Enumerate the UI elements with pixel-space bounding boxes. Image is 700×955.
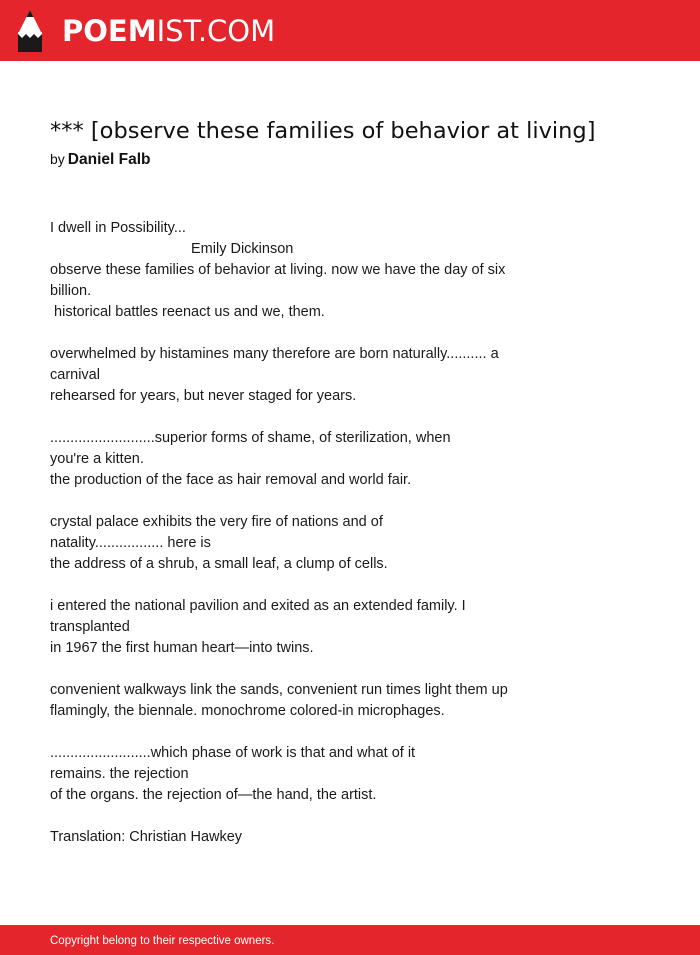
poem-line: flamingly, the biennale. monochrome colored-in microphages. [50,703,445,719]
poem-line: transplanted [50,619,130,635]
poem-line: I dwell in Possibility... [50,220,186,236]
poem-line: i entered the national pavilion and exited as an extended family. I [50,598,466,614]
by-label: by [50,151,65,167]
poem-line: remains. the rejection [50,766,189,782]
poem-line: .........................which phase of work is that and what of it [50,745,416,761]
poem-line: overwhelmed by histamines many therefore are born naturally.......... a [50,346,499,362]
poem-line: the production of the face as hair removal and world fair. [50,472,412,488]
poem-line: ..........................superior forms of shame, of sterilization, when [50,430,451,446]
logo-light-part: IST.COM [156,14,276,48]
poem-line: rehearsed for years, but never staged for years. [50,388,357,404]
poem-line: observe these families of behavior at living. now we have the day of six [50,262,506,278]
poem-line [50,491,670,512]
copyright-notice: Copyright belong to their respective owners. [50,935,275,947]
pencil-tip-icon[interactable] [18,10,42,52]
poem-line [50,323,670,344]
poem-line: natality................. here is [50,535,211,551]
poem-line: the address of a shrub, a small leaf, a clump of cells. [50,556,388,572]
poem-byline [50,149,150,170]
poem-line: you're a kitten. [50,451,144,467]
poem-line: billion. [50,283,92,299]
poem-line: crystal palace exhibits the very fire of nations and of [50,514,383,530]
poem-line: carnival [50,367,100,383]
poem-line: in 1967 the first human heart—into twins. [50,640,314,656]
poem-body [50,218,670,848]
poem-line: convenient walkways link the sands, convenient run times light them up [50,682,508,698]
poem-line [50,722,670,743]
poem-title: *** [observe these families of behavior at living] [50,118,596,144]
site-logo-wordmark[interactable] [62,12,275,50]
poem-author: Daniel Falb [67,151,151,168]
poem-line [50,659,670,680]
logo-bold-part: POEM [62,14,157,48]
poem-line [50,407,670,428]
site-footer [0,925,700,955]
poem-line [50,806,670,827]
poem-line [50,575,670,596]
poem-line: historical battles reenact us and we, them. [50,304,325,320]
poem-line: Translation: Christian Hawkey [50,829,243,845]
poem-line: Emily Dickinson [50,241,294,257]
poem-line: of the organs. the rejection of—the hand, the artist. [50,787,377,803]
site-header [0,0,700,61]
